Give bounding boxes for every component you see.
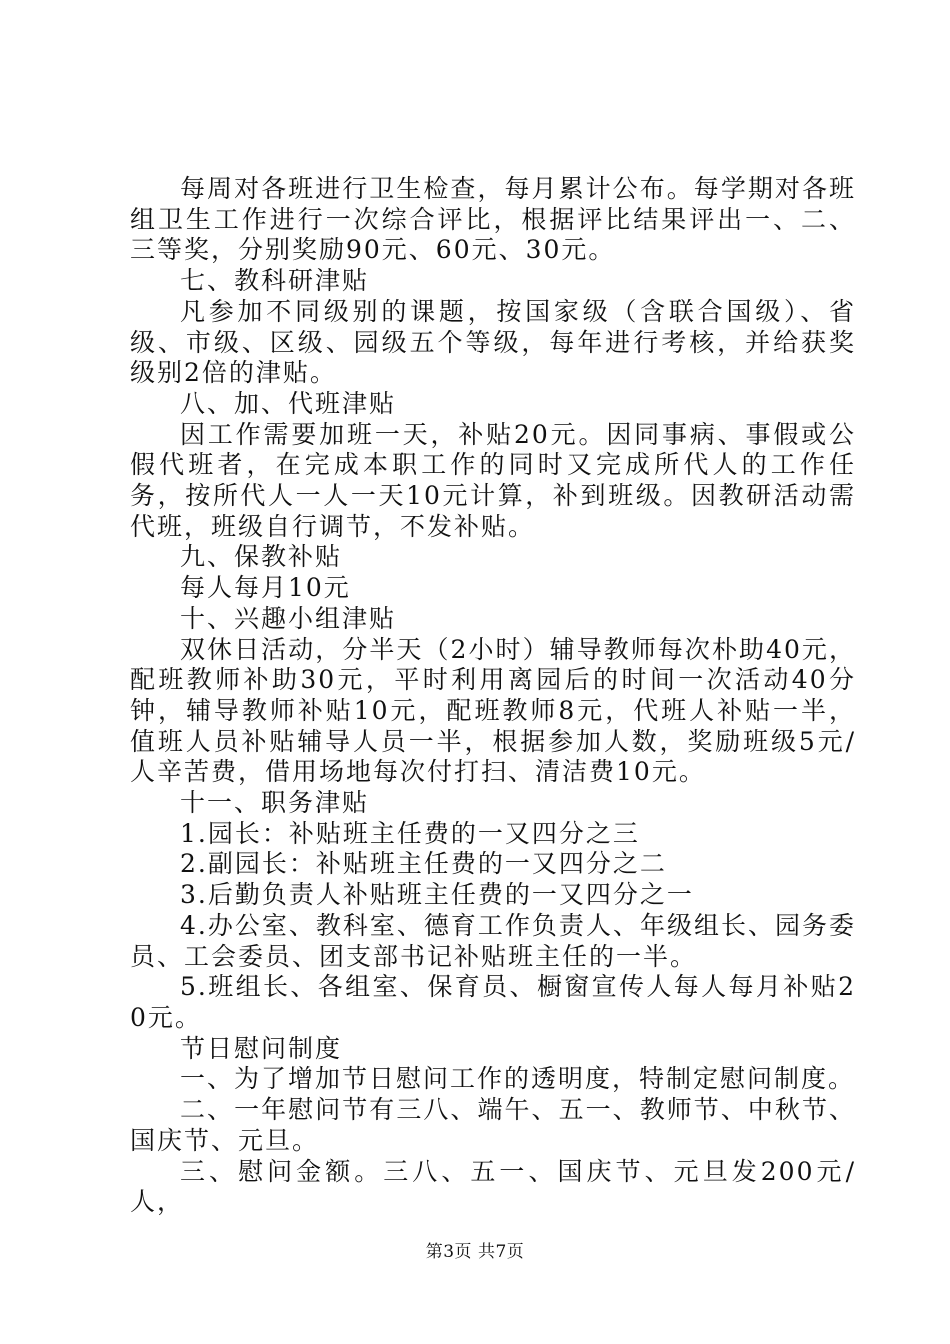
page-footer: 第3页 共7页 (425, 1242, 525, 1262)
list-item-office-heads: 4.办公室、教科室、德育工作负责人、年级组长、园务委员、工会委员、团支部书记补贴班主任的一半。 (130, 910, 856, 971)
paragraph-research-allowance: 凡参加不同级别的课题，按国家级（含联合国级）、省级、市级、区级、园级五个等级，每年进行考核，并给获奖级别2倍的津贴。 (130, 296, 856, 388)
paragraph-condolence-3: 三、慰问金额。三八、五一、国庆节、元旦发200元/人， (130, 1156, 856, 1217)
heading-care-subsidy: 九、保教补贴 (180, 542, 343, 572)
document-body (130, 174, 856, 1218)
paragraph-interest-group-allowance: 双休日活动，分半天（2小时）辅导教师每次朴助40元，配班教师补助30元，平时利用离园后的时间一次活动40分钟，辅导教师补贴10元，配班教师8元，代班人补贴一半，值班人员补贴辅导人员一半，根据参加人数，奖励班级5元/人辛苦费，借用场地每次付打扫、清洁费10元。 (130, 634, 856, 787)
list-item-vice-principal: 2.副园长：补贴班主任费的一又四分之二 (180, 849, 667, 879)
list-item-group-leaders: 5.班组长、各组室、保育员、橱窗宣传人每人每月补贴20元。 (130, 972, 856, 1032)
heading-holiday-condolence: 节日慰问制度 (180, 1033, 343, 1063)
paragraph-condolence-2: 二、一年慰问节有三八、端午、五一、教师节、中秋节、国庆节、元旦。 (130, 1095, 856, 1155)
heading-interest-group-allowance: 十、兴趣小组津贴 (180, 603, 397, 633)
paragraph-overtime-allowance: 因工作需要加班一天，补贴20元。因同事病、事假或公假代班者，在完成本职工作的同时又完成所代人的工作任务，按所代人一人一天10元计算，补到班级。因教研活动需代班，班级自行调节，不发补贴。 (130, 419, 856, 541)
heading-overtime-allowance: 八、加、代班津贴 (180, 388, 397, 418)
heading-position-allowance: 十一、职务津贴 (180, 788, 370, 818)
list-item-logistics-head: 3.后勤负责人补贴班主任费的一又四分之一 (180, 880, 694, 910)
paragraph-hygiene-check: 每周对各班进行卫生检查，每月累计公布。每学期对各班组卫生工作进行一次综合评比，根据评比结果评出一、二、三等奖，分别奖励90元、60元、30元。 (130, 174, 856, 265)
heading-research-allowance: 七、教科研津贴 (180, 266, 370, 296)
paragraph-care-subsidy: 每人每月10元 (180, 573, 351, 603)
list-item-principal: 1.园长：补贴班主任费的一又四分之三 (180, 818, 640, 848)
paragraph-condolence-1: 一、为了增加节日慰问工作的透明度，特制定慰问制度。 (180, 1064, 856, 1094)
